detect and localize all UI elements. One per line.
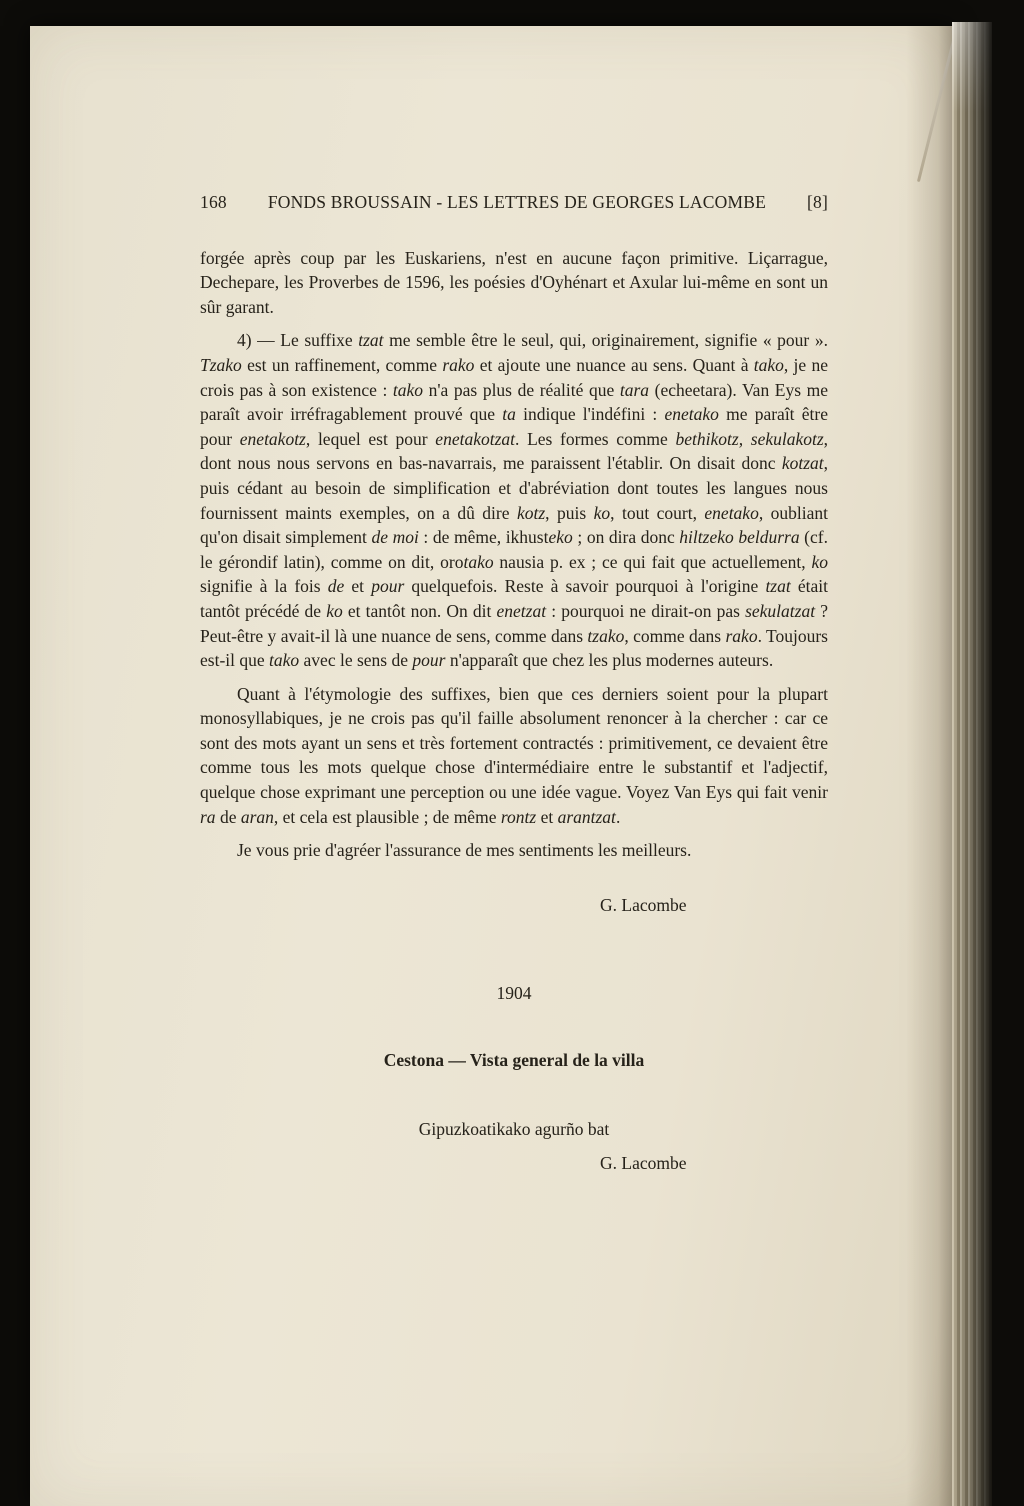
letter-number-marker: [8] [806, 192, 828, 212]
postcard-signature: G. Lacombe [600, 1153, 687, 1174]
book-page [30, 26, 952, 1506]
paragraph: Je vous prie d'agréer l'assurance de mes sentiments les meilleurs. [237, 840, 692, 861]
letter-body [200, 246, 828, 863]
year-heading: 1904 [496, 983, 532, 1004]
page-edge-stack [952, 22, 992, 1506]
paragraph: Quant à l'étymologie des suffixes, bien que ces derniers soient pour la plupart monosyllabiques, je ne crois pas qu'il faille absolument renoncer à la chercher : car ce sont des mots ayant un sens et très fortement contractés : primitivement, ce devaient être comme tous les mots quelque chose d'intermédiaire entre le substantif et l'adjectif, quelque chose exprimant une perception ou une idée vague. Voyez Van Eys qui fait venir ra de aran, et cela est plausible ; de même rontz et arantzat. [200, 683, 828, 827]
page-content [200, 190, 828, 1176]
running-title: FONDS BROUSSAIN - LES LETTRES DE GEORGES LACOMBE [267, 192, 767, 212]
paragraph: 4) — Le suffixe tzat me semble être le seul, qui, originairement, signifie « pour ». Tzako est un raffinement, comme rako et ajoute une nuance au sens. Quant à tako, je ne crois pas à son existence : tako n'a pas plus de réalité que tara (echeetara). Van Eys me paraît avoir irréfragablement prouvé que ta indique l'indéfini : enetako me paraît être pour enetakotz, lequel est pour enetakotzat. Les formes comme bethikotz, sekulakotz, dont nous nous servons en bas-navarrais, me paraissent l'établir. On disait donc kotzat, puis cédant au besoin de simplification et d'abréviation dont toutes les langues nous fournissent maints exemples, on a dû dire kotz, puis ko, tout court, enetako, oubliant qu'on disait simplement de moi : de même, ikhusteko ; on dira donc hiltzeko beldurra (cf. le gérondif latin), comme on dit, orotako nausia p. ex ; ce qui fait que actuellement, ko signifie à la fois de et pour quelquefois. Reste à savoir pourquoi à l'origine tzat était tantôt précédé de ko et tantôt non. On dit enetzat : pourquoi ne dirait-on pas sekulatzat ? Peut-être y avait-il là une nuance de sens, comme dans tzako, comme dans rako. Toujours est-il que tako avec le sens de pour n'apparaît que chez les plus modernes auteurs. [200, 330, 829, 671]
running-header [200, 190, 828, 215]
page-number: 168 [200, 192, 227, 212]
postcard-message: Gipuzkoatikako agurño bat [418, 1118, 610, 1139]
paragraph: forgée après coup par les Euskariens, n'est en aucune façon primitive. Liçarrague, Dechepare, les Proverbes de 1596, les poésies d'Oyhénart et Axular lui-même en sont un sûr garant. [200, 247, 828, 317]
signature: G. Lacombe [600, 894, 687, 915]
postcard-caption: Cestona — Vista general de la villa [383, 1050, 645, 1071]
page-crease [917, 36, 956, 182]
